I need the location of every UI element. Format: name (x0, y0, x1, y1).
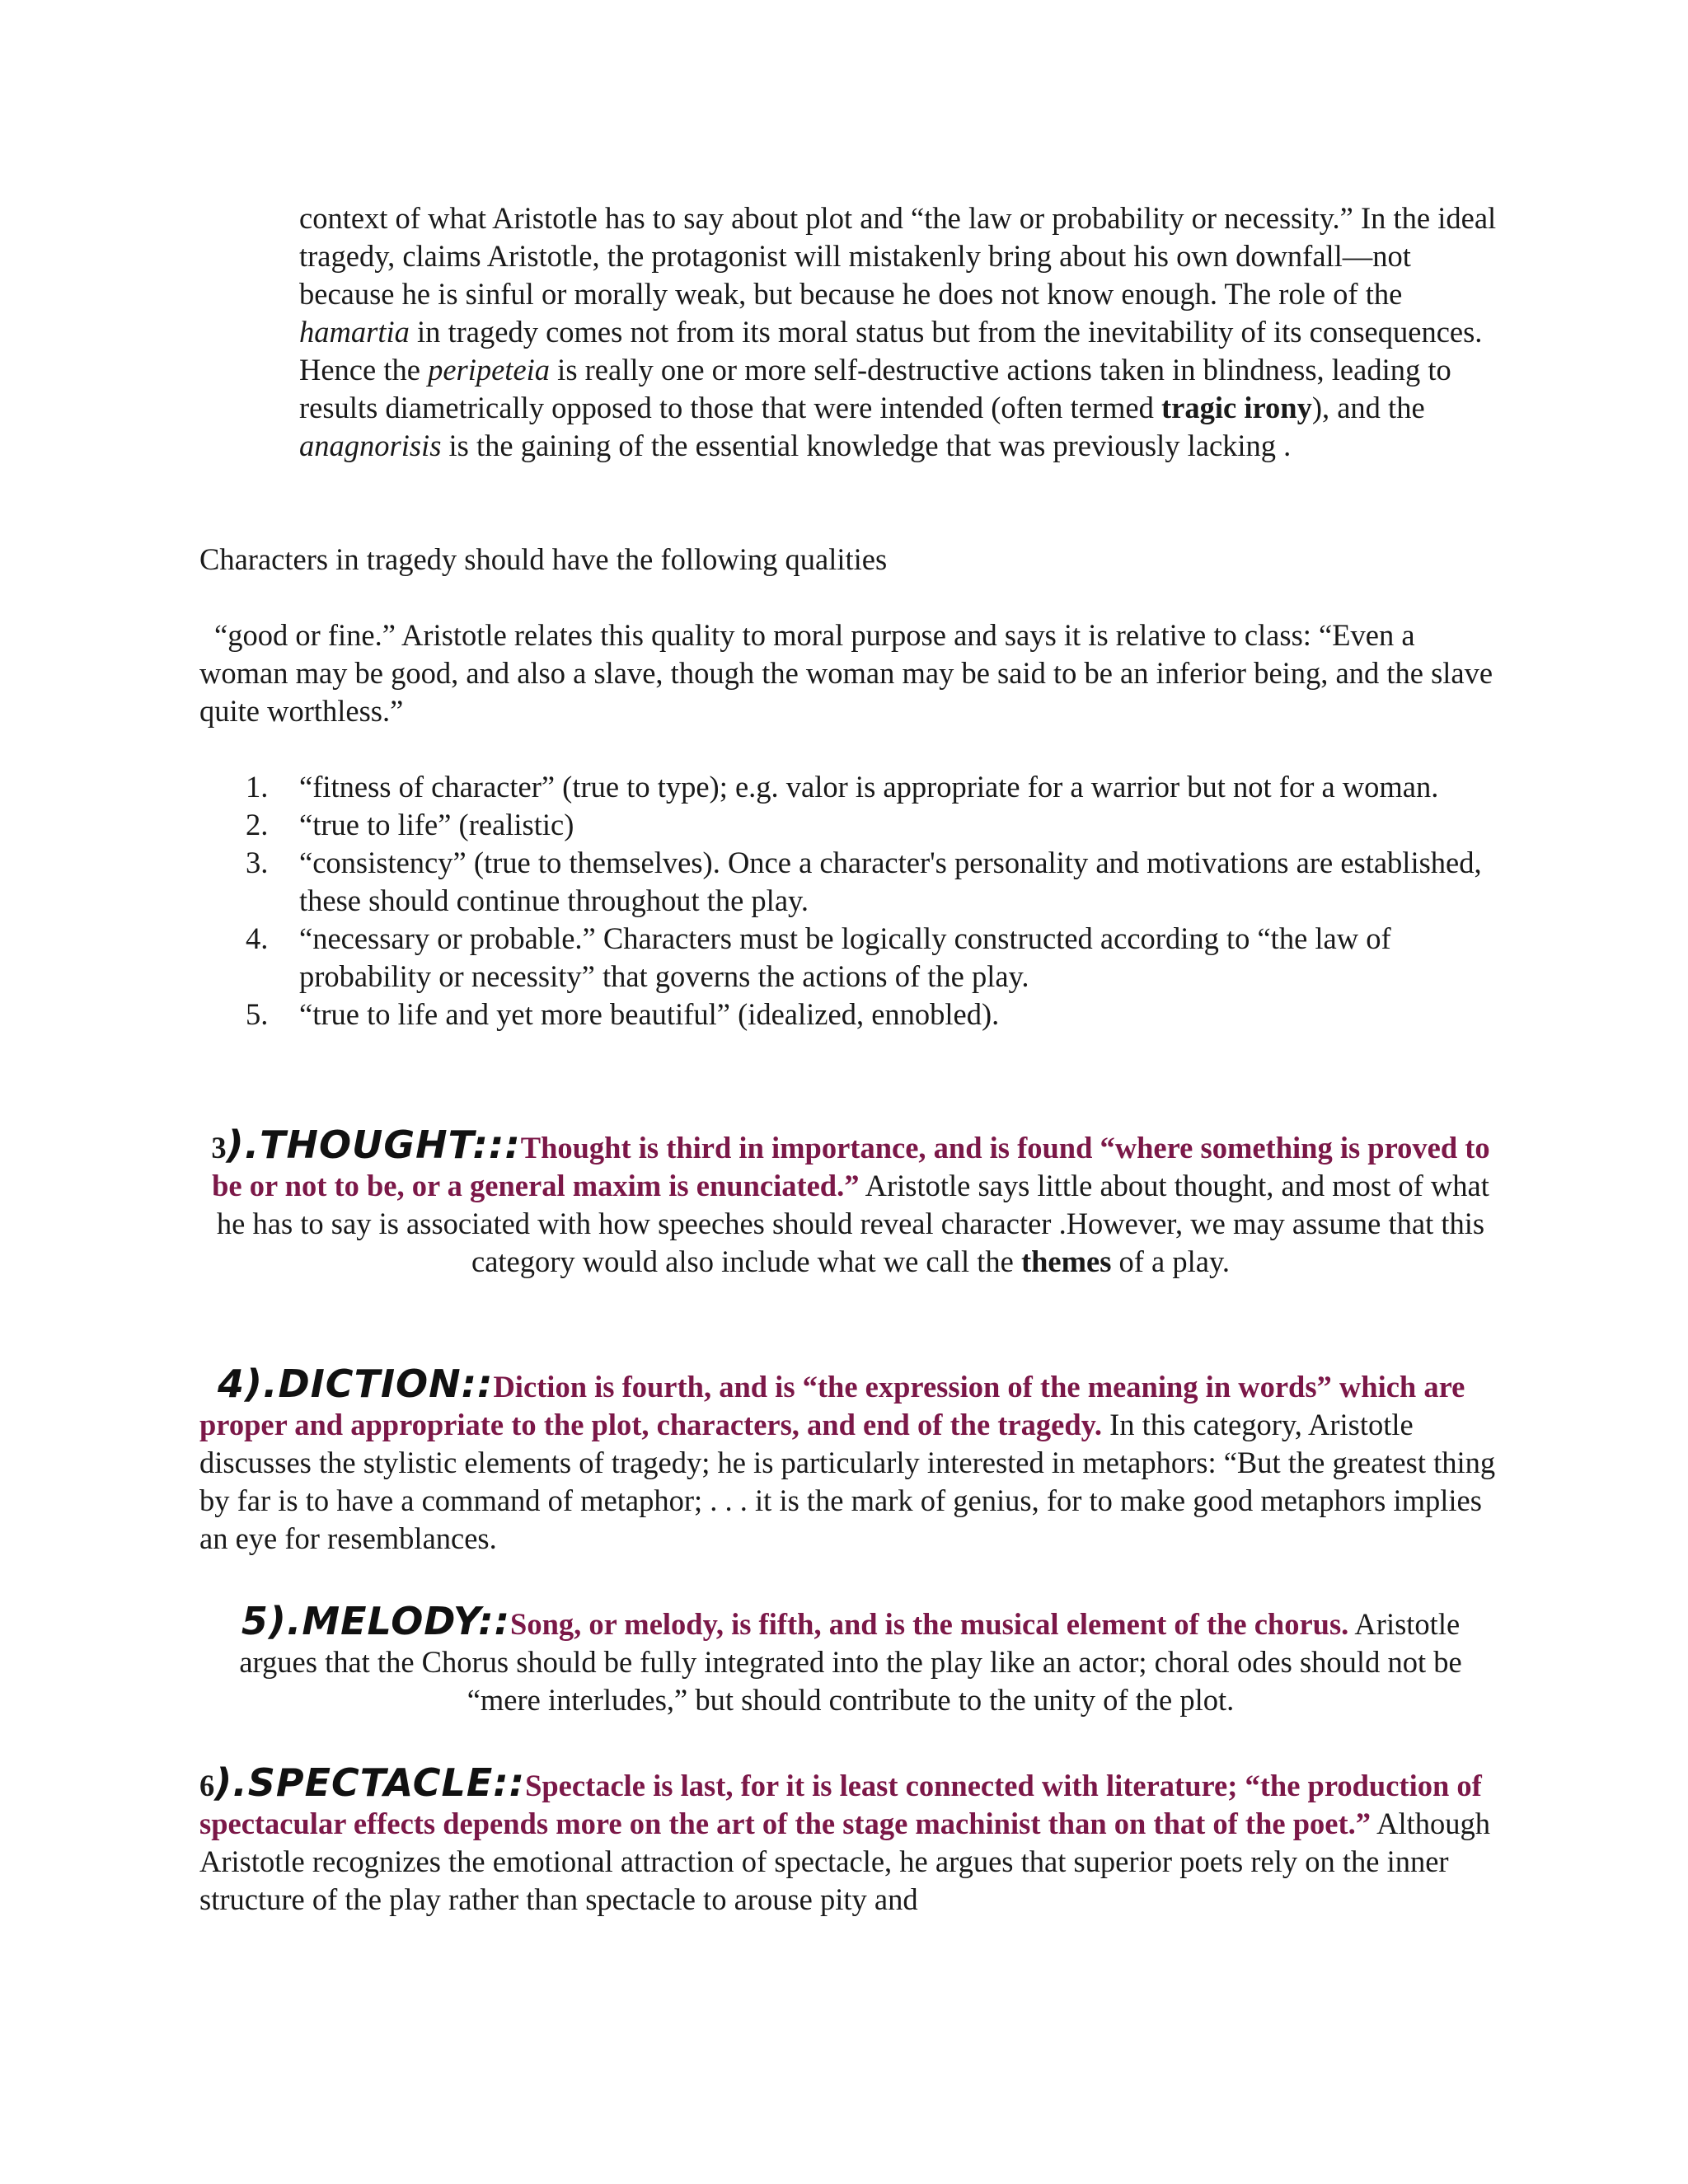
intro-text-4: ), and the (1311, 391, 1425, 424)
melody-section (199, 1599, 1502, 1719)
intro-paragraph (299, 199, 1503, 465)
list-item (199, 996, 1502, 1033)
list-item-text: “necessary or probable.” Characters must be logically constructed according to “the law of probability or necessity” that governs the actions of the play. (299, 921, 1391, 993)
good-or-fine-paragraph: “good or fine.” Aristotle relates this quality to moral purpose and says it is relative to class: “Even a woman may be good, and also a slave, though the woman may be said to be an inferior being, and the slave quite worthless.” (199, 618, 1493, 728)
list-item (199, 768, 1502, 806)
term-peripeteia: peripeteia (428, 353, 551, 387)
diction-text: In this category, Aristotle discusses the stylistic elements of tragedy; he is particularly interested in metaphors: “But the greatest thing by far is to have a command of metaphor; . . . it is the mark of genius, for to make good metaphors implies an eye for resemblances. (199, 1408, 1496, 1555)
spectacle-text: Although Aristotle recognizes the emotional attraction of spectacle, he argues that superior poets rely on the inner structure of the play rather than spectacle to arouse pity and (199, 1807, 1491, 1916)
intro-text-2: in tragedy comes not from its moral status but from the inevitability of its consequences. Hence the (299, 315, 1483, 387)
term-anagnorisis: anagnorisis (299, 429, 442, 462)
intro-text-1: context of what Aristotle has to say about plot and “the law or probability or necessity.” In the ideal tragedy, claims Aristotle, the protagonist will mistakenly bring about his own downfall—not because he is sinful or morally weak, but because he does not know enough. The role of the (299, 201, 1497, 311)
thought-text-end: of a play. (1111, 1244, 1230, 1278)
list-item-text: “fitness of character” (true to type); e.g. valor is appropriate for a warrior but not for a woman. (299, 770, 1439, 804)
intro-text-3: is really one or more self-destructive actions taken in blindness, leading to results diametrically opposed to those that were intended (often termed (299, 353, 1451, 424)
spectacle-heading: ).SPECTACLE:: (214, 1760, 526, 1805)
thought-text: Aristotle says little about thought, and most of what he has to say is associated with how speeches should reveal character .However, we may assume that this category would also include what we call the (216, 1169, 1489, 1278)
list-number: 4. (246, 921, 269, 955)
melody-definition: Song, or melody, is fifth, and is the musical element of the chorus. (510, 1607, 1349, 1641)
melody-heading: 5).MELODY:: (241, 1599, 511, 1643)
list-number: 3. (246, 846, 269, 879)
thought-section (199, 1122, 1502, 1281)
thought-heading: ).THOUGHT::: (226, 1122, 521, 1167)
spectacle-section (199, 1760, 1502, 1919)
thought-number: 3 (211, 1131, 227, 1165)
list-item (199, 806, 1502, 844)
list-item-text: “consistency” (true to themselves). Once a character's personality and motivations are established, these should continue throughout the play. (299, 846, 1482, 917)
list-number: 2. (246, 808, 269, 841)
qualities-list (199, 768, 1502, 1033)
thought-definition: Thought is third in importance, and is found “where something is proved to be or not to be, or a general maxim is enunciated.” (212, 1131, 1490, 1202)
term-themes: themes (1020, 1244, 1112, 1278)
characters-heading: Characters in tragedy should have the following qualities (199, 542, 888, 576)
diction-section (199, 1361, 1502, 1558)
list-item-text: “true to life” (realistic) (299, 808, 574, 841)
list-item (199, 844, 1502, 920)
intro-text-5: is the gaining of the essential knowledge that was previously lacking . (441, 429, 1292, 462)
melody-text: Aristotle argues that the Chorus should be fully integrated into the play like an actor; choral odes should not be “mere interludes,” but should contribute to the unity of the plot. (239, 1607, 1462, 1717)
diction-heading: 4).DICTION:: (218, 1361, 494, 1406)
list-number: 5. (246, 997, 269, 1031)
spectacle-definition: Spectacle is last, for it is least connected with literature; “the production of spectacular effects depends more on the art of the stage machinist than on that of the poet.” (199, 1769, 1482, 1840)
diction-definition: Diction is fourth, and is “the expression of the meaning in words” which are proper and appropriate to the plot, characters, and end of the tragedy. (199, 1370, 1465, 1441)
spectacle-number: 6 (199, 1769, 215, 1802)
list-number: 1. (246, 770, 269, 804)
list-item-text: “true to life and yet more beautiful” (idealized, ennobled). (299, 997, 1000, 1031)
term-tragic-irony: tragic irony (1161, 391, 1312, 424)
list-item (199, 920, 1502, 996)
term-hamartia: hamartia (299, 315, 410, 349)
